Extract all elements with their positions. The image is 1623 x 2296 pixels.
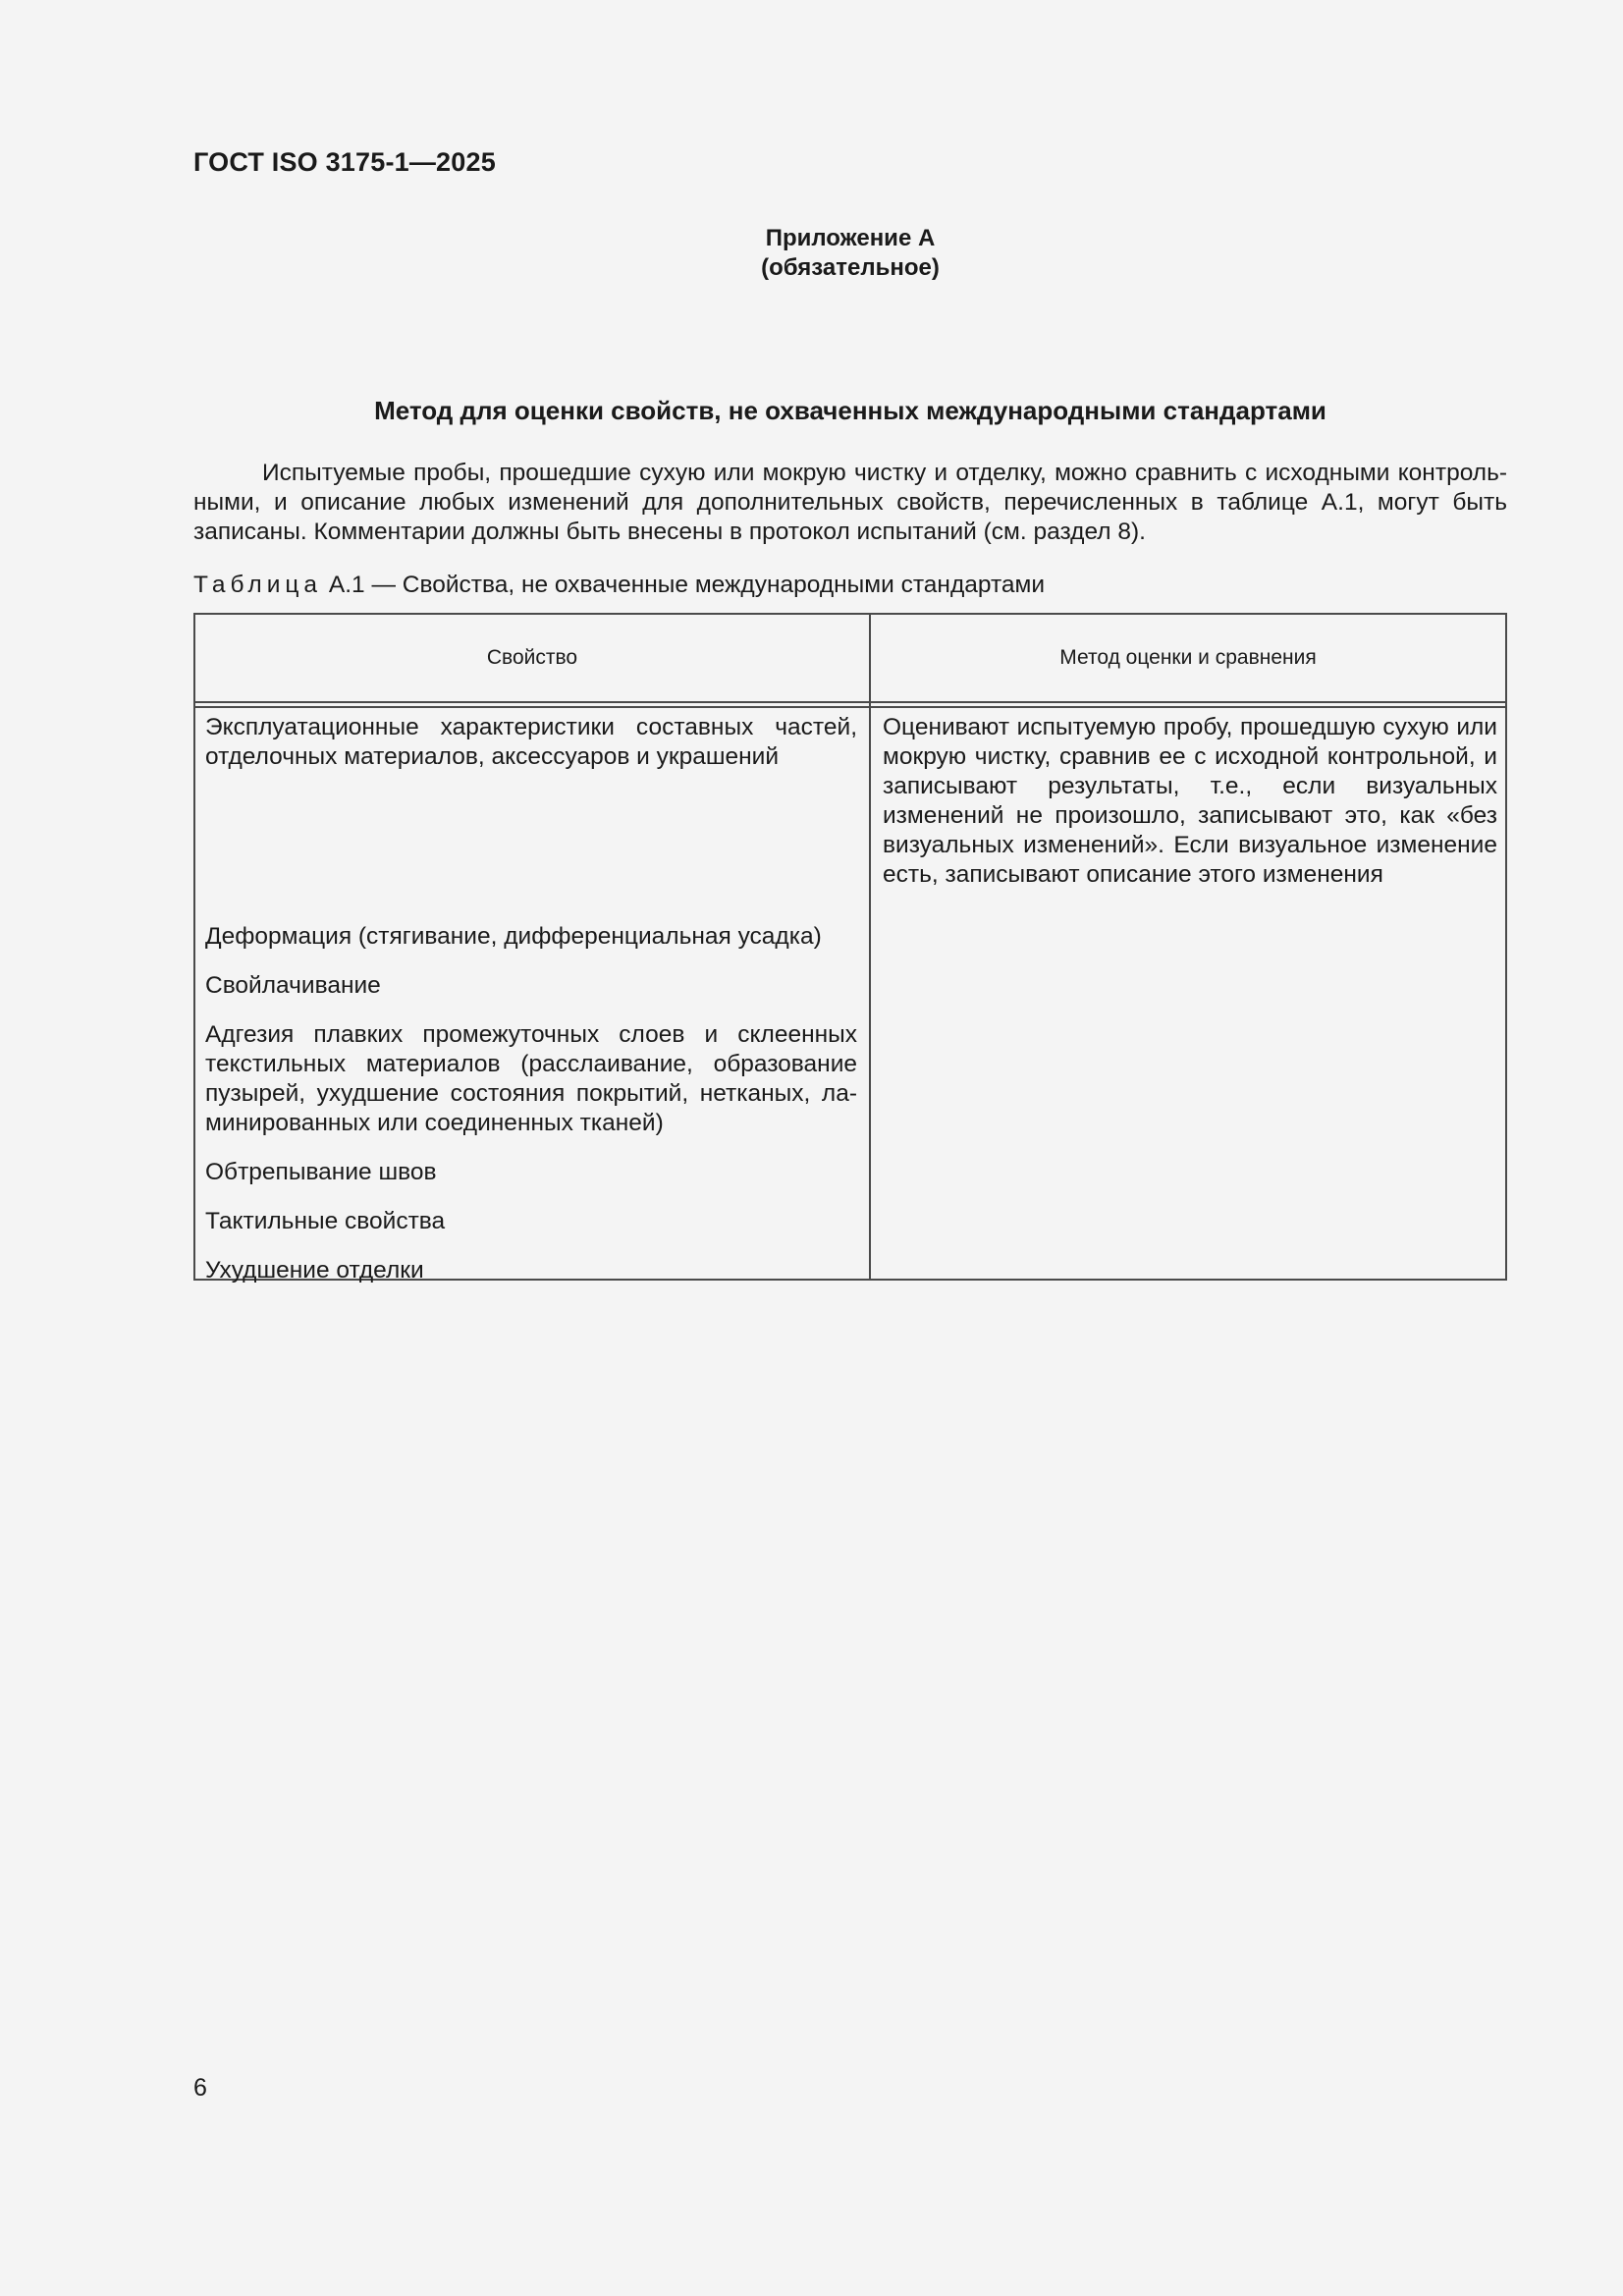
header-rule-top [195, 701, 1505, 703]
table-caption [193, 572, 1045, 599]
header-rule-bottom [195, 706, 1505, 708]
method-cell: Оценивают испытуемую пробу, прошедшую сухую или мокрую чистку, сравнив ее с исходной контрольной, и записывают результаты, т.е., если визуальных изменений не произошло, записывают это, как «без визуальных изменений». Если визуальное изменение есть, записывают описание этого изменения [883, 714, 1497, 888]
property-item: Деформация (стягивание, дифференциальная усадка) [205, 923, 822, 950]
property-item: Эксплуатационные характеристики составных частей, отделочных материалов, аксессуаров и украшений [205, 714, 857, 770]
table-caption-label: Таблица [193, 572, 323, 598]
appendix-title: Приложение А [765, 225, 936, 251]
page-number: 6 [193, 2074, 207, 2102]
table-caption-text: А.1 — Свойства, не охваченные международными стандартами [328, 572, 1046, 598]
property-item: Тактильные свойства [205, 1208, 446, 1234]
appendix-status: (обязательное) [761, 254, 940, 281]
document-code: ГОСТ ISO 3175-1—2025 [193, 147, 496, 177]
property-item: Обтрепывание швов [205, 1159, 437, 1185]
intro-paragraph: Испытуемые пробы, прошедшие сухую или мокрую чистку и отделку, можно сравнить с исходными контроль-ными, и описание любых изменений для дополнительных свойств, перечисленных в таблице А.1, могут быть записаны. Комментарии должны быть внесены в протокол испытаний (см. раздел 8). [193, 460, 1507, 545]
column-header-property: Свойство [486, 646, 578, 669]
property-item: Адгезия плавких промежуточных слоев и склеенных текстильных материалов (расслаивание, образование пузырей, ухудшение состояния покрытий, нетканых, ла-минированных или соединенных тканей) [205, 1021, 857, 1136]
appendix-heading [193, 224, 1507, 283]
column-divider [869, 615, 871, 1279]
section-title: Метод для оценки свойств, не охваченных международными стандартами [374, 396, 1326, 425]
column-header-method: Метод оценки и сравнения [1059, 646, 1317, 669]
property-item: Ухудшение отделки [205, 1257, 424, 1284]
property-cell [205, 713, 857, 1285]
property-item: Свойлачивание [205, 972, 381, 999]
properties-table [193, 613, 1507, 1284]
